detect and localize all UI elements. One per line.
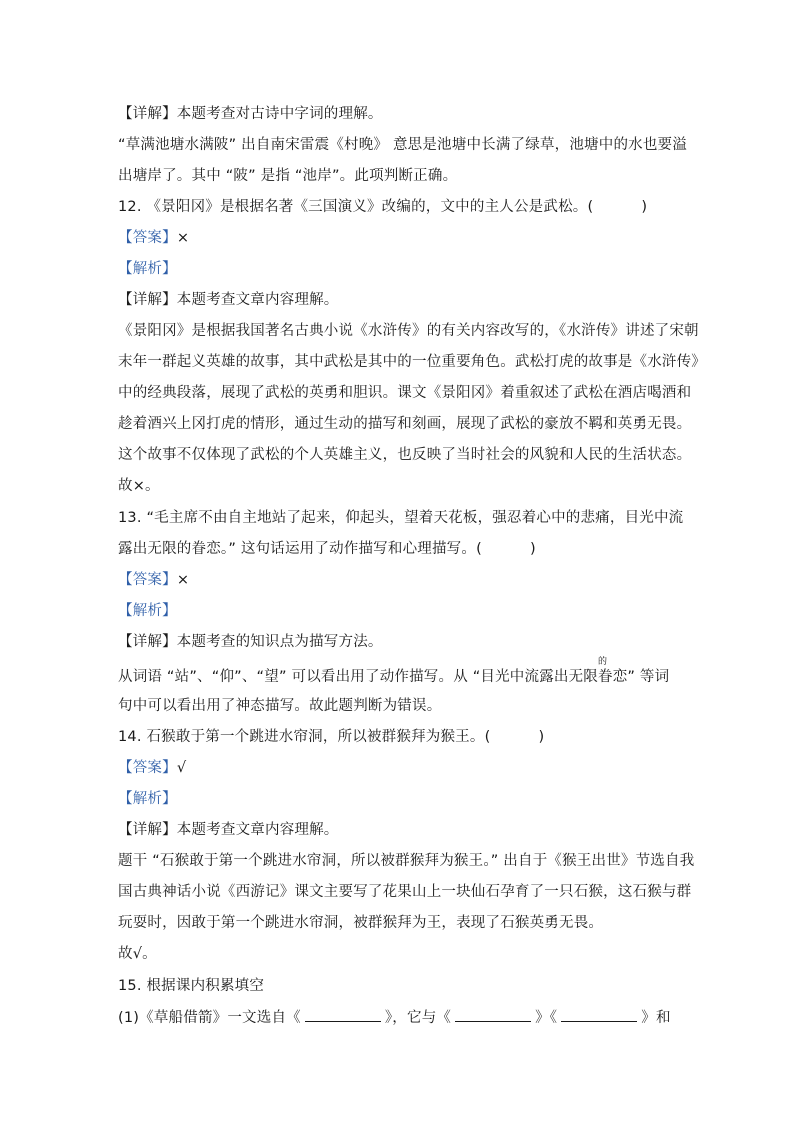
question-13: 13. “毛主席不由自主地站了起来，仰起头，望着天花板，强忍着心中的悲痛，目光中流 bbox=[118, 510, 684, 526]
answer-label: 【答案】 bbox=[118, 572, 177, 588]
blank-field[interactable] bbox=[455, 1007, 531, 1022]
blank-field[interactable] bbox=[561, 1007, 637, 1022]
answer-line bbox=[118, 570, 189, 590]
answer-value: × bbox=[176, 572, 190, 588]
detail-line: 【详解】本题考查的知识点为描写方法。 bbox=[118, 634, 383, 650]
question-text: 14. 石猴敢于第一个跳进水帘洞，所以被群猴拜为猴王。( bbox=[118, 729, 491, 745]
answer-label: 【答案】 bbox=[118, 760, 177, 776]
paragraph-line: 国古典神话小说《西游记》课文主要写了花果山上一块仙石孕育了一只石猴，这石猴与群 bbox=[118, 884, 692, 900]
analysis-label: 【解析】 bbox=[118, 603, 177, 619]
question-15: 15. 根据课内积累填空 bbox=[118, 978, 265, 994]
paragraph-line: 玩耍时，因敢于第一个跳进水帘洞，被群猴拜为王，表现了石猴英勇无畏。 bbox=[118, 915, 604, 931]
text-segment: 眷恋” 等词 bbox=[598, 669, 670, 685]
conclusion-line: 故√。 bbox=[118, 946, 157, 962]
paragraph-line: 句中可以看出用了神态描写。故此题判断为错误。 bbox=[118, 698, 442, 714]
answer-line bbox=[118, 228, 189, 248]
paragraph-line: 这个故事不仅体现了武松的个人英雄主义，也反映了当时社会的风貌和人民的生活状态。 bbox=[118, 447, 692, 463]
detail-line: 【详解】本题考查对古诗中字词的理解。 bbox=[118, 106, 383, 122]
answer-label: 【答案】 bbox=[118, 230, 177, 246]
answer-line bbox=[118, 758, 186, 778]
paragraph-line: 《景阳冈》是根据我国著名古典小说《水浒传》的有关内容改写的，《水浒传》讲述了宋朝 bbox=[118, 323, 699, 339]
paragraph-line: 末年一群起义英雄的故事，其中武松是其中的一位重要角色。武松打虎的故事是《水浒传》 bbox=[118, 354, 706, 370]
ruby-text: 的 bbox=[598, 657, 608, 667]
ruby-annotation bbox=[598, 657, 670, 687]
paren-close: ) bbox=[538, 729, 545, 745]
answer-value: √ bbox=[176, 760, 187, 776]
paragraph-line: 趁着酒兴上冈打虎的情形，通过生动的描写和刻画，展现了武松的豪放不羁和英勇无畏。 bbox=[118, 416, 692, 432]
analysis-label: 【解析】 bbox=[118, 791, 177, 807]
fill-blank-line bbox=[118, 1007, 671, 1028]
question-text: 12. 《景阳冈》是根据名著《三国演义》改编的，文中的主人公是武松。( bbox=[118, 199, 594, 215]
paragraph-line: “草满池塘水满陂” 出自南宋雷震《村晚》 意思是池塘中长满了绿草，池塘中的水也要溢 bbox=[118, 137, 687, 153]
text-segment: 》和 bbox=[641, 1010, 671, 1026]
paragraph-line bbox=[118, 657, 670, 687]
answer-value: × bbox=[176, 230, 190, 246]
paren-close: ) bbox=[529, 541, 536, 557]
paren-close: ) bbox=[641, 199, 648, 215]
conclusion-line: 故×。 bbox=[118, 478, 160, 494]
blank-field[interactable] bbox=[305, 1007, 381, 1022]
text-segment: 从词语 “站”、“仰”、“望” 可以看出用了动作描写。从 “目光中流露出无限 bbox=[118, 669, 599, 685]
text-segment: 》《 bbox=[535, 1010, 558, 1026]
text-segment: (1)《草船借箭》一文选自《 bbox=[118, 1010, 301, 1026]
detail-line: 【详解】本题考查文章内容理解。 bbox=[118, 822, 339, 838]
paragraph-line: 出塘岸了。其中 “陂” 是指 “池岸”。此项判断正确。 bbox=[118, 168, 458, 184]
analysis-label: 【解析】 bbox=[118, 261, 177, 277]
paragraph-line: 题干 “石猴敢于第一个跳进水帘洞，所以被群猴拜为猴王。” 出自于《猴王出世》节选自我 bbox=[118, 853, 695, 869]
question-text: 露出无限的眷恋。” 这句话运用了动作描写和心理描写。( bbox=[118, 541, 482, 557]
text-segment: 》，它与《 bbox=[384, 1010, 452, 1026]
question-14 bbox=[118, 727, 544, 747]
question-12 bbox=[118, 197, 647, 217]
paragraph-line: 中的经典段落，展现了武松的英勇和胆识。课文《景阳冈》着重叙述了武松在酒店喝酒和 bbox=[118, 385, 692, 401]
question-13-cont bbox=[118, 539, 536, 559]
detail-line: 【详解】本题考查文章内容理解。 bbox=[118, 292, 339, 308]
